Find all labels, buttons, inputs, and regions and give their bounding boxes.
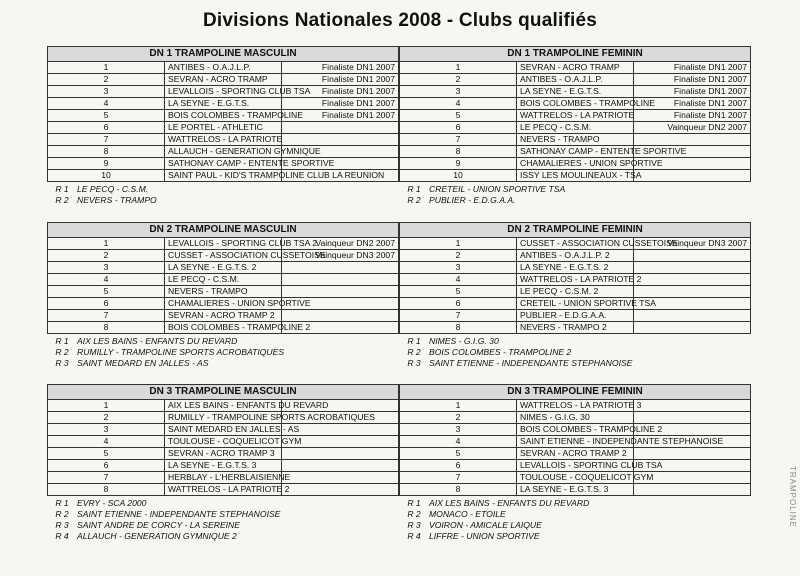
table-row: [48, 460, 399, 472]
reserve-rank: R 3: [407, 520, 421, 530]
club-cell: LA SEYNE - E.G.T.S. 2: [517, 262, 634, 274]
club-cell: BOIS COLOMBES - TRAMPOLINE: [517, 98, 634, 110]
qualification-cell: [634, 448, 751, 460]
reserve-rank: R 1: [55, 498, 69, 508]
table-row: [48, 424, 399, 436]
reserve-club: AIX LES BAINS - ENFANTS DU REVARD: [429, 498, 590, 508]
rank-cell: 2: [48, 250, 165, 262]
division-heading: DN 2 TRAMPOLINE FEMININ: [400, 223, 751, 238]
reserve-item: [47, 520, 399, 531]
club-cell: SATHONAY CAMP - ENTENTE SPORTIVE: [165, 158, 282, 170]
table-row: [400, 86, 751, 98]
table-row: [48, 238, 399, 250]
reserve-rank: R 1: [407, 498, 421, 508]
club-cell: WATTRELOS - LA PATRIOTE 2: [165, 484, 282, 496]
qualification-cell: [282, 448, 399, 460]
table-row: [400, 134, 751, 146]
rank-cell: 10: [400, 170, 517, 182]
table-row: [400, 110, 751, 122]
reserve-club: SAINT ETIENNE - INDEPENDANTE STEPHANOISE: [77, 509, 281, 519]
club-cell: ISSY LES MOULINEAUX - TSA: [517, 170, 634, 182]
reserve-rank: R 1: [407, 336, 421, 346]
rank-cell: 2: [48, 412, 165, 424]
reserve-club: NIMES - G.I.G. 30: [429, 336, 499, 346]
club-cell: SEVRAN - ACRO TRAMP 3: [165, 448, 282, 460]
rank-cell: 3: [400, 424, 517, 436]
reserve-rank: R 4: [407, 531, 421, 541]
reserve-item: [47, 347, 399, 358]
reserve-club: BOIS COLOMBES - TRAMPOLINE 2: [429, 347, 572, 357]
reserve-list: [399, 498, 751, 542]
club-cell: LA SEYNE - E.G.T.S.: [165, 98, 282, 110]
rank-cell: 2: [400, 250, 517, 262]
rank-cell: 8: [48, 484, 165, 496]
rank-cell: 7: [48, 472, 165, 484]
club-cell: SEVRAN - ACRO TRAMP 2: [165, 310, 282, 322]
rank-cell: 5: [400, 286, 517, 298]
division-table: [47, 46, 399, 182]
reserve-item: [399, 195, 751, 206]
club-cell: SEVRAN - ACRO TRAMP 2: [517, 448, 634, 460]
table-row: [48, 98, 399, 110]
club-cell: LE PECQ - C.S.M.: [165, 274, 282, 286]
rank-cell: 5: [48, 286, 165, 298]
rank-cell: 6: [48, 298, 165, 310]
rank-cell: 8: [400, 484, 517, 496]
qualification-cell: [282, 122, 399, 134]
reserve-club: ALLAUCH - GENERATION GYMNIQUE 2: [77, 531, 237, 541]
club-cell: ANTIBES - O.A.J.L.P. 2: [517, 250, 634, 262]
qualification-cell: [634, 250, 751, 262]
club-cell: LA SEYNE - E.G.T.S. 2: [165, 262, 282, 274]
reserve-rank: R 1: [55, 336, 69, 346]
rank-cell: 5: [400, 448, 517, 460]
reserve-item: [399, 336, 751, 347]
table-row: [48, 400, 399, 412]
table-row: [400, 170, 751, 182]
club-cell: ALLAUCH - GENERATION GYMNIQUE: [165, 146, 282, 158]
qualification-cell: [634, 262, 751, 274]
table-row: [48, 250, 399, 262]
table-row: [400, 310, 751, 322]
rank-cell: 2: [400, 412, 517, 424]
qualification-cell: Vainqueur DN3 2007: [634, 238, 751, 250]
rank-cell: 3: [48, 86, 165, 98]
reserve-item: [399, 347, 751, 358]
qualification-cell: Finaliste DN1 2007: [634, 86, 751, 98]
club-cell: CHAMALIERES - UNION SPORTIVE: [165, 298, 282, 310]
block-dn3-feminin: [399, 384, 751, 542]
club-cell: LEVALLOIS - SPORTING CLUB TSA: [165, 86, 282, 98]
reserve-rank: R 2: [407, 509, 421, 519]
table-row: [48, 436, 399, 448]
qualification-cell: [634, 322, 751, 334]
rank-cell: 5: [48, 448, 165, 460]
qualification-cell: Finaliste DN1 2007: [282, 74, 399, 86]
reserve-item: [47, 358, 399, 369]
reserve-club: LE PECQ - C.S.M.: [77, 184, 149, 194]
rank-cell: 5: [48, 110, 165, 122]
rank-cell: 8: [48, 322, 165, 334]
qualification-cell: Finaliste DN1 2007: [634, 110, 751, 122]
table-row: [400, 448, 751, 460]
club-cell: SATHONAY CAMP - ENTENTE SPORTIVE: [517, 146, 634, 158]
club-cell: BOIS COLOMBES - TRAMPOLINE 2: [165, 322, 282, 334]
qualification-cell: [634, 286, 751, 298]
reserve-club: RUMILLY - TRAMPOLINE SPORTS ACROBATIQUES: [77, 347, 285, 357]
rank-cell: 7: [400, 310, 517, 322]
rank-cell: 3: [400, 86, 517, 98]
table-row: [400, 250, 751, 262]
rank-cell: 10: [48, 170, 165, 182]
club-cell: SAINT ETIENNE - INDEPENDANTE STEPHANOISE: [517, 436, 634, 448]
club-cell: CRETEIL - UNION SPORTIVE TSA: [517, 298, 634, 310]
table-row: [48, 286, 399, 298]
club-cell: NEVERS - TRAMPO: [517, 134, 634, 146]
qualification-cell: Finaliste DN1 2007: [282, 86, 399, 98]
club-cell: ANTIBES - O.A.J.L.P.: [165, 62, 282, 74]
club-cell: SAINT PAUL - KID'S TRAMPOLINE CLUB LA REUNION: [165, 170, 282, 182]
division-table: [399, 384, 751, 496]
table-row: [400, 238, 751, 250]
reserve-item: [47, 498, 399, 509]
table-row: [48, 298, 399, 310]
rank-cell: 7: [48, 310, 165, 322]
rank-cell: 4: [400, 98, 517, 110]
reserve-club: VOIRON - AMICALE LAIQUE: [429, 520, 542, 530]
table-row: [48, 134, 399, 146]
rank-cell: 1: [48, 62, 165, 74]
club-cell: LA SEYNE - E.G.T.S. 3: [517, 484, 634, 496]
rank-cell: 8: [400, 146, 517, 158]
club-cell: TOULOUSE - COQUELICOT GYM: [165, 436, 282, 448]
block-dn1-feminin: [399, 46, 751, 206]
table-row: [48, 412, 399, 424]
qualification-cell: [282, 262, 399, 274]
division-heading: DN 1 TRAMPOLINE MASCULIN: [48, 47, 399, 62]
club-cell: LEVALLOIS - SPORTING CLUB TSA 2: [165, 238, 282, 250]
club-cell: LEVALLOIS - SPORTING CLUB TSA: [517, 460, 634, 472]
reserve-item: [399, 184, 751, 195]
table-row: [48, 158, 399, 170]
table-row: [400, 62, 751, 74]
reserve-club: SAINT MEDARD EN JALLES - AS: [77, 358, 209, 368]
rank-cell: 4: [48, 98, 165, 110]
reserve-item: [399, 358, 751, 369]
table-row: [400, 412, 751, 424]
table-row: [400, 484, 751, 496]
division-table: [47, 222, 399, 334]
club-cell: HERBLAY - L'HERBLAISIENNE: [165, 472, 282, 484]
club-cell: CUSSET - ASSOCIATION CUSSETOISE: [165, 250, 282, 262]
reserve-list: [47, 498, 399, 542]
club-cell: SAINT MEDARD EN JALLES - AS: [165, 424, 282, 436]
club-cell: LA SEYNE - E.G.T.S.: [517, 86, 634, 98]
qualification-cell: [282, 134, 399, 146]
rank-cell: 7: [400, 134, 517, 146]
rank-cell: 8: [48, 146, 165, 158]
table-row: [400, 286, 751, 298]
reserve-rank: R 2: [55, 195, 69, 205]
table-row: [400, 262, 751, 274]
reserve-club: SAINT ANDRE DE CORCY - LA SEREINE: [77, 520, 240, 530]
reserve-club: PUBLIER - E.D.G.A.A.: [429, 195, 516, 205]
rank-cell: 1: [400, 400, 517, 412]
qualification-cell: Finaliste DN1 2007: [282, 98, 399, 110]
club-cell: NIMES - G.I.G. 30: [517, 412, 634, 424]
side-margin-text: TRAMPOLINE: [788, 466, 797, 529]
reserve-club: CRETEIL - UNION SPORTIVE TSA: [429, 184, 566, 194]
qualification-cell: [634, 412, 751, 424]
qualification-cell: Vainqueur DN3 2007: [282, 250, 399, 262]
club-cell: LA SEYNE - E.G.T.S. 3: [165, 460, 282, 472]
club-cell: NEVERS - TRAMPO 2: [517, 322, 634, 334]
division-heading: DN 1 TRAMPOLINE FEMININ: [400, 47, 751, 62]
reserve-list: [399, 184, 751, 206]
club-cell: WATTRELOS - LA PATRIOTE: [517, 110, 634, 122]
qualification-cell: [634, 484, 751, 496]
qualification-cell: [282, 484, 399, 496]
reserve-rank: R 1: [55, 184, 69, 194]
division-heading: DN 3 TRAMPOLINE MASCULIN: [48, 385, 399, 400]
club-cell: ANTIBES - O.A.J.L.P.: [517, 74, 634, 86]
rank-cell: 3: [48, 262, 165, 274]
qualification-cell: [282, 472, 399, 484]
table-row: [48, 274, 399, 286]
rank-cell: 6: [400, 298, 517, 310]
division-table: [399, 46, 751, 182]
club-cell: PUBLIER - E.D.G.A.A.: [517, 310, 634, 322]
reserve-club: NEVERS - TRAMPO: [77, 195, 157, 205]
rank-cell: 3: [400, 262, 517, 274]
reserve-item: [399, 509, 751, 520]
club-cell: TOULOUSE - COQUELICOT GYM: [517, 472, 634, 484]
qualification-cell: [282, 274, 399, 286]
reserve-list: [47, 184, 399, 206]
reserve-rank: R 3: [407, 358, 421, 368]
reserve-rank: R 3: [55, 358, 69, 368]
table-row: [48, 310, 399, 322]
division-heading: DN 2 TRAMPOLINE MASCULIN: [48, 223, 399, 238]
rank-cell: 9: [400, 158, 517, 170]
club-cell: SEVRAN - ACRO TRAMP: [165, 74, 282, 86]
block-dn2-masculin: [47, 222, 399, 369]
table-row: [400, 98, 751, 110]
page-title: Divisions Nationales 2008 - Clubs qualifiés: [203, 10, 597, 31]
table-row: [400, 460, 751, 472]
rank-cell: 8: [400, 322, 517, 334]
reserve-item: [47, 531, 399, 542]
reserve-item: [47, 184, 399, 195]
qualification-cell: [634, 134, 751, 146]
rank-cell: 1: [400, 62, 517, 74]
table-row: [48, 62, 399, 74]
rank-cell: 5: [400, 110, 517, 122]
table-row: [48, 110, 399, 122]
rank-cell: 1: [400, 238, 517, 250]
qualification-cell: [634, 170, 751, 182]
rank-cell: 4: [400, 436, 517, 448]
rank-cell: 9: [48, 158, 165, 170]
reserve-club: LIFFRE - UNION SPORTIVE: [429, 531, 540, 541]
club-cell: RUMILLY - TRAMPOLINE SPORTS ACROBATIQUES: [165, 412, 282, 424]
club-cell: WATTRELOS - LA PATRIOTE 3: [517, 400, 634, 412]
rank-cell: 6: [48, 460, 165, 472]
block-dn1-masculin: [47, 46, 399, 206]
club-cell: CUSSET - ASSOCIATION CUSSETOISE: [517, 238, 634, 250]
reserve-item: [399, 498, 751, 509]
rank-cell: 1: [48, 400, 165, 412]
club-cell: LE PORTEL - ATHLETIC: [165, 122, 282, 134]
club-cell: LE PECQ - C.S.M.: [517, 122, 634, 134]
qualification-cell: Vainqueur DN2 2007: [282, 238, 399, 250]
table-row: [400, 298, 751, 310]
reserve-rank: R 2: [407, 195, 421, 205]
reserve-rank: R 2: [55, 509, 69, 519]
qualification-cell: Finaliste DN1 2007: [282, 62, 399, 74]
reserve-club: SAINT ETIENNE - INDEPENDANTE STEPHANOISE: [429, 358, 633, 368]
table-row: [400, 472, 751, 484]
rank-cell: 4: [48, 436, 165, 448]
reserve-club: AIX LES BAINS - ENFANTS DU REVARD: [77, 336, 238, 346]
reserve-item: [47, 195, 399, 206]
table-row: [48, 484, 399, 496]
club-cell: SEVRAN - ACRO TRAMP: [517, 62, 634, 74]
club-cell: WATTRELOS - LA PATRIOTE 2: [517, 274, 634, 286]
reserve-item: [399, 531, 751, 542]
club-cell: BOIS COLOMBES - TRAMPOLINE: [165, 110, 282, 122]
table-row: [400, 424, 751, 436]
reserve-club: EVRY - SCA 2000: [77, 498, 147, 508]
club-cell: BOIS COLOMBES - TRAMPOLINE 2: [517, 424, 634, 436]
table-row: [400, 436, 751, 448]
rank-cell: 3: [48, 424, 165, 436]
reserve-club: MONACO - ETOILE: [429, 509, 506, 519]
reserve-rank: R 2: [55, 347, 69, 357]
reserve-rank: R 2: [407, 347, 421, 357]
table-row: [48, 262, 399, 274]
rank-cell: 4: [48, 274, 165, 286]
division-heading: DN 3 TRAMPOLINE FEMININ: [400, 385, 751, 400]
reserve-item: [399, 520, 751, 531]
rank-cell: 7: [400, 472, 517, 484]
table-row: [48, 170, 399, 182]
table-row: [48, 86, 399, 98]
qualification-cell: [282, 286, 399, 298]
rank-cell: 2: [400, 74, 517, 86]
reserve-rank: R 1: [407, 184, 421, 194]
rank-cell: 4: [400, 274, 517, 286]
qualification-cell: Finaliste DN1 2007: [282, 110, 399, 122]
division-table: [47, 384, 399, 496]
qualification-cell: Vainqueur DN2 2007: [634, 122, 751, 134]
table-row: [48, 146, 399, 158]
block-dn2-feminin: [399, 222, 751, 369]
table-row: [400, 322, 751, 334]
reserve-item: [47, 336, 399, 347]
qualification-cell: [282, 310, 399, 322]
table-row: [400, 400, 751, 412]
reserve-rank: R 3: [55, 520, 69, 530]
table-row: [48, 122, 399, 134]
block-dn3-masculin: [47, 384, 399, 542]
club-cell: NEVERS - TRAMPO: [165, 286, 282, 298]
table-row: [400, 274, 751, 286]
table-row: [400, 122, 751, 134]
rank-cell: 6: [400, 122, 517, 134]
qualification-cell: Finaliste DN1 2007: [634, 98, 751, 110]
table-row: [48, 448, 399, 460]
reserve-item: [47, 509, 399, 520]
table-row: [400, 146, 751, 158]
rank-cell: 6: [400, 460, 517, 472]
qualification-cell: [282, 424, 399, 436]
club-cell: AIX LES BAINS - ENFANTS DU REVARD: [165, 400, 282, 412]
reserve-list: [399, 336, 751, 369]
division-table: [399, 222, 751, 334]
table-row: [48, 322, 399, 334]
club-cell: CHAMALIERES - UNION SPORTIVE: [517, 158, 634, 170]
qualification-cell: Finaliste DN1 2007: [634, 62, 751, 74]
qualification-cell: Finaliste DN1 2007: [634, 74, 751, 86]
table-row: [400, 74, 751, 86]
qualification-cell: [634, 274, 751, 286]
rank-cell: 7: [48, 134, 165, 146]
table-row: [48, 472, 399, 484]
rank-cell: 6: [48, 122, 165, 134]
table-row: [400, 158, 751, 170]
qualification-cell: [282, 460, 399, 472]
club-cell: WATTRELOS - LA PATRIOTE: [165, 134, 282, 146]
rank-cell: 2: [48, 74, 165, 86]
table-row: [48, 74, 399, 86]
reserve-list: [47, 336, 399, 369]
qualification-cell: [634, 310, 751, 322]
club-cell: LE PECQ - C.S.M. 2: [517, 286, 634, 298]
rank-cell: 1: [48, 238, 165, 250]
reserve-rank: R 4: [55, 531, 69, 541]
qualification-cell: [634, 400, 751, 412]
